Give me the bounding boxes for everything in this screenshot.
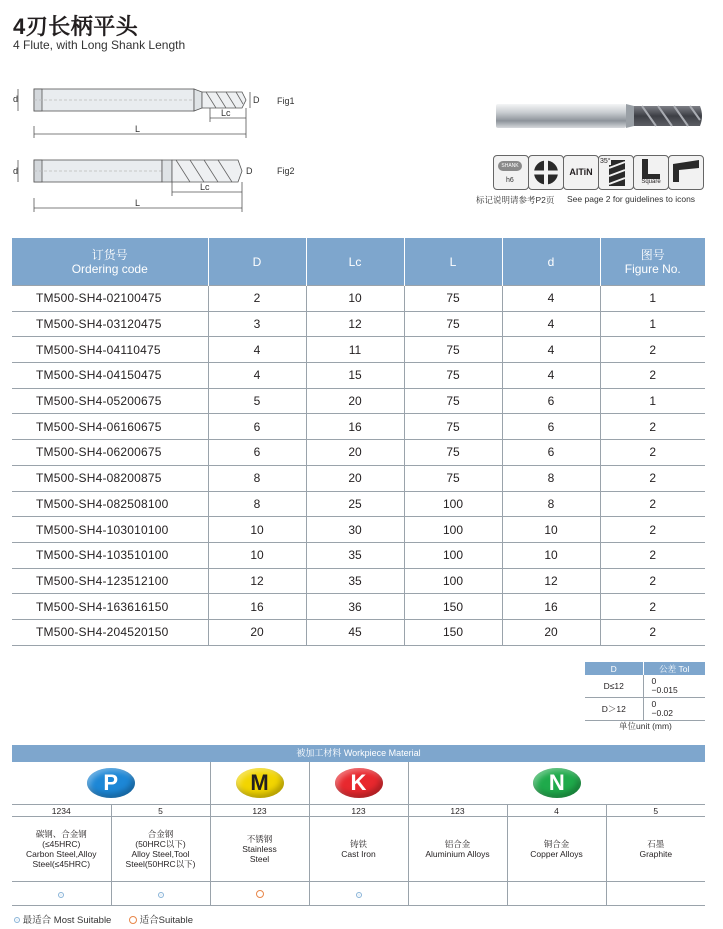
tolerance-value bbox=[643, 675, 705, 698]
material-rating bbox=[309, 882, 408, 906]
column-header-en: D bbox=[252, 254, 262, 269]
column-header bbox=[12, 238, 208, 286]
most-suitable-icon bbox=[58, 892, 64, 898]
material-table bbox=[12, 762, 705, 906]
material-rating bbox=[507, 882, 606, 906]
table-cell: 6 bbox=[208, 414, 306, 440]
material-number: 123 bbox=[309, 805, 408, 817]
tolerance-upper: 0 bbox=[651, 676, 657, 686]
table-cell: 35 bbox=[306, 542, 404, 568]
table-cell: 75 bbox=[404, 440, 502, 466]
material-description-line: (50HRC以下) bbox=[135, 839, 186, 849]
column-header-cn: 订货号 bbox=[91, 247, 128, 262]
table-row bbox=[12, 619, 705, 645]
material-group-row bbox=[12, 762, 705, 805]
material-description-line: Aluminium Alloys bbox=[425, 849, 490, 859]
table-row bbox=[12, 440, 705, 466]
material-number: 123 bbox=[408, 805, 507, 817]
table-cell: 6 bbox=[502, 440, 600, 466]
ordering-code-cell: TM500-SH4-03120475 bbox=[12, 311, 208, 337]
tolerance-header-tol: 公差 Tol bbox=[643, 662, 705, 675]
fig2-label: Fig2 bbox=[277, 166, 295, 176]
helix-angle-icon bbox=[598, 155, 634, 190]
table-cell: 8 bbox=[502, 491, 600, 517]
material-rating bbox=[210, 882, 309, 906]
table-cell: 2 bbox=[600, 542, 705, 568]
material-description-line: 石墨 bbox=[647, 839, 665, 849]
table-cell: 4 bbox=[502, 363, 600, 389]
table-cell: 20 bbox=[306, 440, 404, 466]
table-cell: 10 bbox=[208, 542, 306, 568]
fig2-drawing bbox=[10, 150, 275, 215]
material-description bbox=[111, 817, 210, 882]
table-cell: 1 bbox=[600, 388, 705, 414]
table-cell: 150 bbox=[404, 594, 502, 620]
table-cell: 20 bbox=[306, 388, 404, 414]
ordering-code-cell: TM500-SH4-103010100 bbox=[12, 517, 208, 543]
table-row bbox=[12, 286, 705, 312]
tolerance-table bbox=[585, 662, 705, 721]
table-row bbox=[12, 311, 705, 337]
material-description bbox=[606, 817, 705, 882]
table-cell: 100 bbox=[404, 517, 502, 543]
table-cell: 2 bbox=[600, 594, 705, 620]
table-cell: 16 bbox=[502, 594, 600, 620]
table-cell: 10 bbox=[502, 517, 600, 543]
table-cell: 75 bbox=[404, 337, 502, 363]
square-label: Square bbox=[641, 179, 661, 185]
coating-icon: AlTiN bbox=[563, 155, 599, 190]
tolerance-row bbox=[585, 698, 705, 721]
column-header bbox=[306, 238, 404, 286]
table-cell: 12 bbox=[306, 311, 404, 337]
table-row bbox=[12, 388, 705, 414]
table-cell: 100 bbox=[404, 491, 502, 517]
fig1-dim-D: D bbox=[253, 95, 260, 105]
table-cell: 8 bbox=[208, 491, 306, 517]
tolerance-lower: −0.015 bbox=[651, 685, 678, 695]
table-cell: 20 bbox=[306, 465, 404, 491]
table-row bbox=[12, 491, 705, 517]
table-cell: 16 bbox=[306, 414, 404, 440]
material-number: 5 bbox=[111, 805, 210, 817]
material-header: 被加工材料 Workpiece Material bbox=[12, 745, 705, 762]
legend-most-suitable bbox=[14, 912, 111, 926]
material-rating bbox=[111, 882, 210, 906]
ordering-code-cell: TM500-SH4-05200675 bbox=[12, 388, 208, 414]
table-cell: 8 bbox=[502, 465, 600, 491]
table-cell: 12 bbox=[208, 568, 306, 594]
material-description-line: (≤45HRC) bbox=[42, 839, 81, 849]
table-cell: 30 bbox=[306, 517, 404, 543]
table-cell: 2 bbox=[600, 568, 705, 594]
fig1-dim-Lc: Lc bbox=[221, 108, 231, 118]
table-cell: 75 bbox=[404, 311, 502, 337]
column-header-en: L bbox=[449, 254, 457, 269]
fig1-label: Fig1 bbox=[277, 96, 295, 106]
page-title: 4刃长柄平头 bbox=[13, 14, 139, 39]
material-description-line: Alloy Steel,Tool bbox=[131, 849, 190, 859]
table-cell: 100 bbox=[404, 568, 502, 594]
table-row bbox=[12, 337, 705, 363]
table-cell: 6 bbox=[502, 414, 600, 440]
material-description-line: 碳钢、合金钢 bbox=[35, 829, 87, 839]
page-subtitle: 4 Flute, with Long Shank Length bbox=[13, 38, 186, 52]
table-cell: 10 bbox=[502, 542, 600, 568]
table-cell: 16 bbox=[208, 594, 306, 620]
ordering-code-cell: TM500-SH4-04110475 bbox=[12, 337, 208, 363]
table-cell: 12 bbox=[502, 568, 600, 594]
material-description bbox=[210, 817, 309, 882]
material-rating bbox=[606, 882, 705, 906]
column-header-en: d bbox=[547, 254, 555, 269]
material-description-line: Cast Iron bbox=[341, 849, 376, 859]
material-m-badge: M bbox=[236, 768, 284, 798]
legend-suitable-label: 适合Suitable bbox=[139, 915, 193, 926]
ordering-code-cell: TM500-SH4-06200675 bbox=[12, 440, 208, 466]
table-cell: 4 bbox=[502, 311, 600, 337]
table-cell: 20 bbox=[208, 619, 306, 645]
material-number: 4 bbox=[507, 805, 606, 817]
long-shank-icon bbox=[668, 155, 704, 190]
ordering-code-cell: TM500-SH4-123512100 bbox=[12, 568, 208, 594]
material-description-row bbox=[12, 817, 705, 882]
product-table bbox=[12, 238, 705, 646]
table-body bbox=[12, 286, 705, 646]
four-flute-icon bbox=[528, 155, 564, 190]
material-number: 5 bbox=[606, 805, 705, 817]
group-m-cell bbox=[210, 762, 309, 805]
table-cell: 15 bbox=[306, 363, 404, 389]
material-description-line: 铸铁 bbox=[349, 839, 367, 849]
tolerance-row bbox=[585, 675, 705, 698]
table-row bbox=[12, 568, 705, 594]
material-description-line: Stainless bbox=[242, 844, 277, 854]
table-cell: 2 bbox=[600, 414, 705, 440]
ordering-code-cell: TM500-SH4-06160675 bbox=[12, 414, 208, 440]
table-cell: 1 bbox=[600, 286, 705, 312]
table-cell: 2 bbox=[600, 619, 705, 645]
material-description-line: 铝合金 bbox=[444, 839, 471, 849]
table-cell: 4 bbox=[502, 286, 600, 312]
table-cell: 2 bbox=[600, 363, 705, 389]
shank-label: SHANK bbox=[498, 161, 522, 171]
tolerance-diameter: D＞12 bbox=[585, 698, 643, 721]
material-k-badge: K bbox=[335, 768, 383, 798]
table-cell: 2 bbox=[208, 286, 306, 312]
material-description-line: Carbon Steel,Alloy bbox=[26, 849, 97, 859]
column-header bbox=[600, 238, 705, 286]
column-header bbox=[502, 238, 600, 286]
ordering-code-cell: TM500-SH4-163616150 bbox=[12, 594, 208, 620]
column-header-cn: 图号 bbox=[640, 247, 665, 262]
material-n-badge: N bbox=[533, 768, 581, 798]
table-cell: 2 bbox=[600, 517, 705, 543]
material-rating-row bbox=[12, 882, 705, 906]
table-cell: 150 bbox=[404, 619, 502, 645]
table-cell: 35 bbox=[306, 568, 404, 594]
material-description-line: Copper Alloys bbox=[530, 849, 583, 859]
fig2-dim-Lc: Lc bbox=[200, 182, 210, 192]
most-suitable-icon bbox=[14, 917, 20, 923]
ordering-code-cell: TM500-SH4-204520150 bbox=[12, 619, 208, 645]
table-row bbox=[12, 517, 705, 543]
most-suitable-icon bbox=[356, 892, 362, 898]
table-cell: 75 bbox=[404, 414, 502, 440]
table-cell: 11 bbox=[306, 337, 404, 363]
most-suitable-icon bbox=[158, 892, 164, 898]
material-description-line: Steel bbox=[249, 854, 270, 864]
table-cell: 4 bbox=[208, 363, 306, 389]
table-row bbox=[12, 363, 705, 389]
column-header-en: Figure No. bbox=[624, 261, 681, 276]
tolerance-upper: 0 bbox=[651, 699, 657, 709]
fig1-drawing bbox=[10, 80, 275, 140]
legend-suitable bbox=[129, 912, 193, 926]
column-header-en: Lc bbox=[348, 254, 362, 269]
material-description-line: Graphite bbox=[639, 849, 673, 859]
material-description bbox=[507, 817, 606, 882]
helix-value: 35° bbox=[600, 158, 611, 165]
material-number: 1234 bbox=[12, 805, 111, 817]
tolerance-lower: −0.02 bbox=[651, 708, 674, 718]
material-description-line: 合金钢 bbox=[147, 829, 174, 839]
table-cell: 8 bbox=[208, 465, 306, 491]
ordering-code-cell: TM500-SH4-082508100 bbox=[12, 491, 208, 517]
material-number: 123 bbox=[210, 805, 309, 817]
table-cell: 10 bbox=[306, 286, 404, 312]
table-cell: 6 bbox=[502, 388, 600, 414]
material-description-line: 不锈钢 bbox=[246, 834, 273, 844]
material-description-line: Steel(50HRC以下) bbox=[125, 859, 196, 869]
table-cell: 1 bbox=[600, 311, 705, 337]
square-end-icon bbox=[633, 155, 669, 190]
fig2-dim-D: D bbox=[246, 166, 253, 176]
table-cell: 45 bbox=[306, 619, 404, 645]
ordering-code-cell: TM500-SH4-08200875 bbox=[12, 465, 208, 491]
material-p-badge: P bbox=[87, 768, 135, 798]
material-description bbox=[309, 817, 408, 882]
fig2-dim-L: L bbox=[135, 198, 141, 208]
table-cell: 6 bbox=[208, 440, 306, 466]
ordering-code-cell: TM500-SH4-103510100 bbox=[12, 542, 208, 568]
tolerance-diameter: D≤12 bbox=[585, 675, 643, 698]
table-row bbox=[12, 594, 705, 620]
end-mill-photo bbox=[496, 96, 706, 136]
table-cell: 75 bbox=[404, 286, 502, 312]
table-cell: 5 bbox=[208, 388, 306, 414]
table-cell: 4 bbox=[208, 337, 306, 363]
material-description bbox=[408, 817, 507, 882]
table-row bbox=[12, 465, 705, 491]
table-cell: 2 bbox=[600, 465, 705, 491]
table-cell: 10 bbox=[208, 517, 306, 543]
shank-h6-icon bbox=[493, 155, 529, 190]
table-cell: 2 bbox=[600, 337, 705, 363]
table-row bbox=[12, 414, 705, 440]
table-cell: 2 bbox=[600, 440, 705, 466]
table-cell: 20 bbox=[502, 619, 600, 645]
unit-note: 单位unit (mm) bbox=[619, 721, 672, 731]
material-description-line: Steel(≤45HRC) bbox=[32, 859, 91, 869]
table-cell: 36 bbox=[306, 594, 404, 620]
column-header bbox=[208, 238, 306, 286]
table-row bbox=[12, 542, 705, 568]
fig1-dim-d: d bbox=[13, 94, 19, 104]
table-cell: 75 bbox=[404, 388, 502, 414]
material-number-row bbox=[12, 805, 705, 817]
table-cell: 100 bbox=[404, 542, 502, 568]
material-description-line: 铜合金 bbox=[543, 839, 570, 849]
column-header bbox=[404, 238, 502, 286]
icon-caption-en: See page 2 for guidelines to icons bbox=[567, 194, 696, 204]
material-description bbox=[12, 817, 111, 882]
material-rating bbox=[12, 882, 111, 906]
shank-tolerance: h6 bbox=[506, 177, 514, 184]
fig2-dim-d: d bbox=[13, 166, 19, 176]
legend-most-label: 最适合 Most Suitable bbox=[22, 915, 112, 926]
suitable-icon bbox=[129, 916, 137, 924]
fig1-dim-L: L bbox=[135, 124, 141, 134]
table-cell: 2 bbox=[600, 491, 705, 517]
tolerance-header-d: D bbox=[585, 662, 643, 675]
table-header-row bbox=[12, 238, 705, 286]
tolerance-value bbox=[643, 698, 705, 721]
column-header-en: Ordering code bbox=[71, 261, 148, 276]
group-k-cell bbox=[309, 762, 408, 805]
table-cell: 75 bbox=[404, 465, 502, 491]
group-p-cell bbox=[12, 762, 210, 805]
table-cell: 3 bbox=[208, 311, 306, 337]
table-cell: 4 bbox=[502, 337, 600, 363]
ordering-code-cell: TM500-SH4-02100475 bbox=[12, 286, 208, 312]
group-n-cell bbox=[408, 762, 705, 805]
suitable-icon bbox=[256, 890, 264, 898]
table-cell: 25 bbox=[306, 491, 404, 517]
ordering-code-cell: TM500-SH4-04150475 bbox=[12, 363, 208, 389]
table-cell: 75 bbox=[404, 363, 502, 389]
icon-caption-cn: 标记说明请参考P2页 bbox=[476, 195, 555, 205]
material-rating bbox=[408, 882, 507, 906]
